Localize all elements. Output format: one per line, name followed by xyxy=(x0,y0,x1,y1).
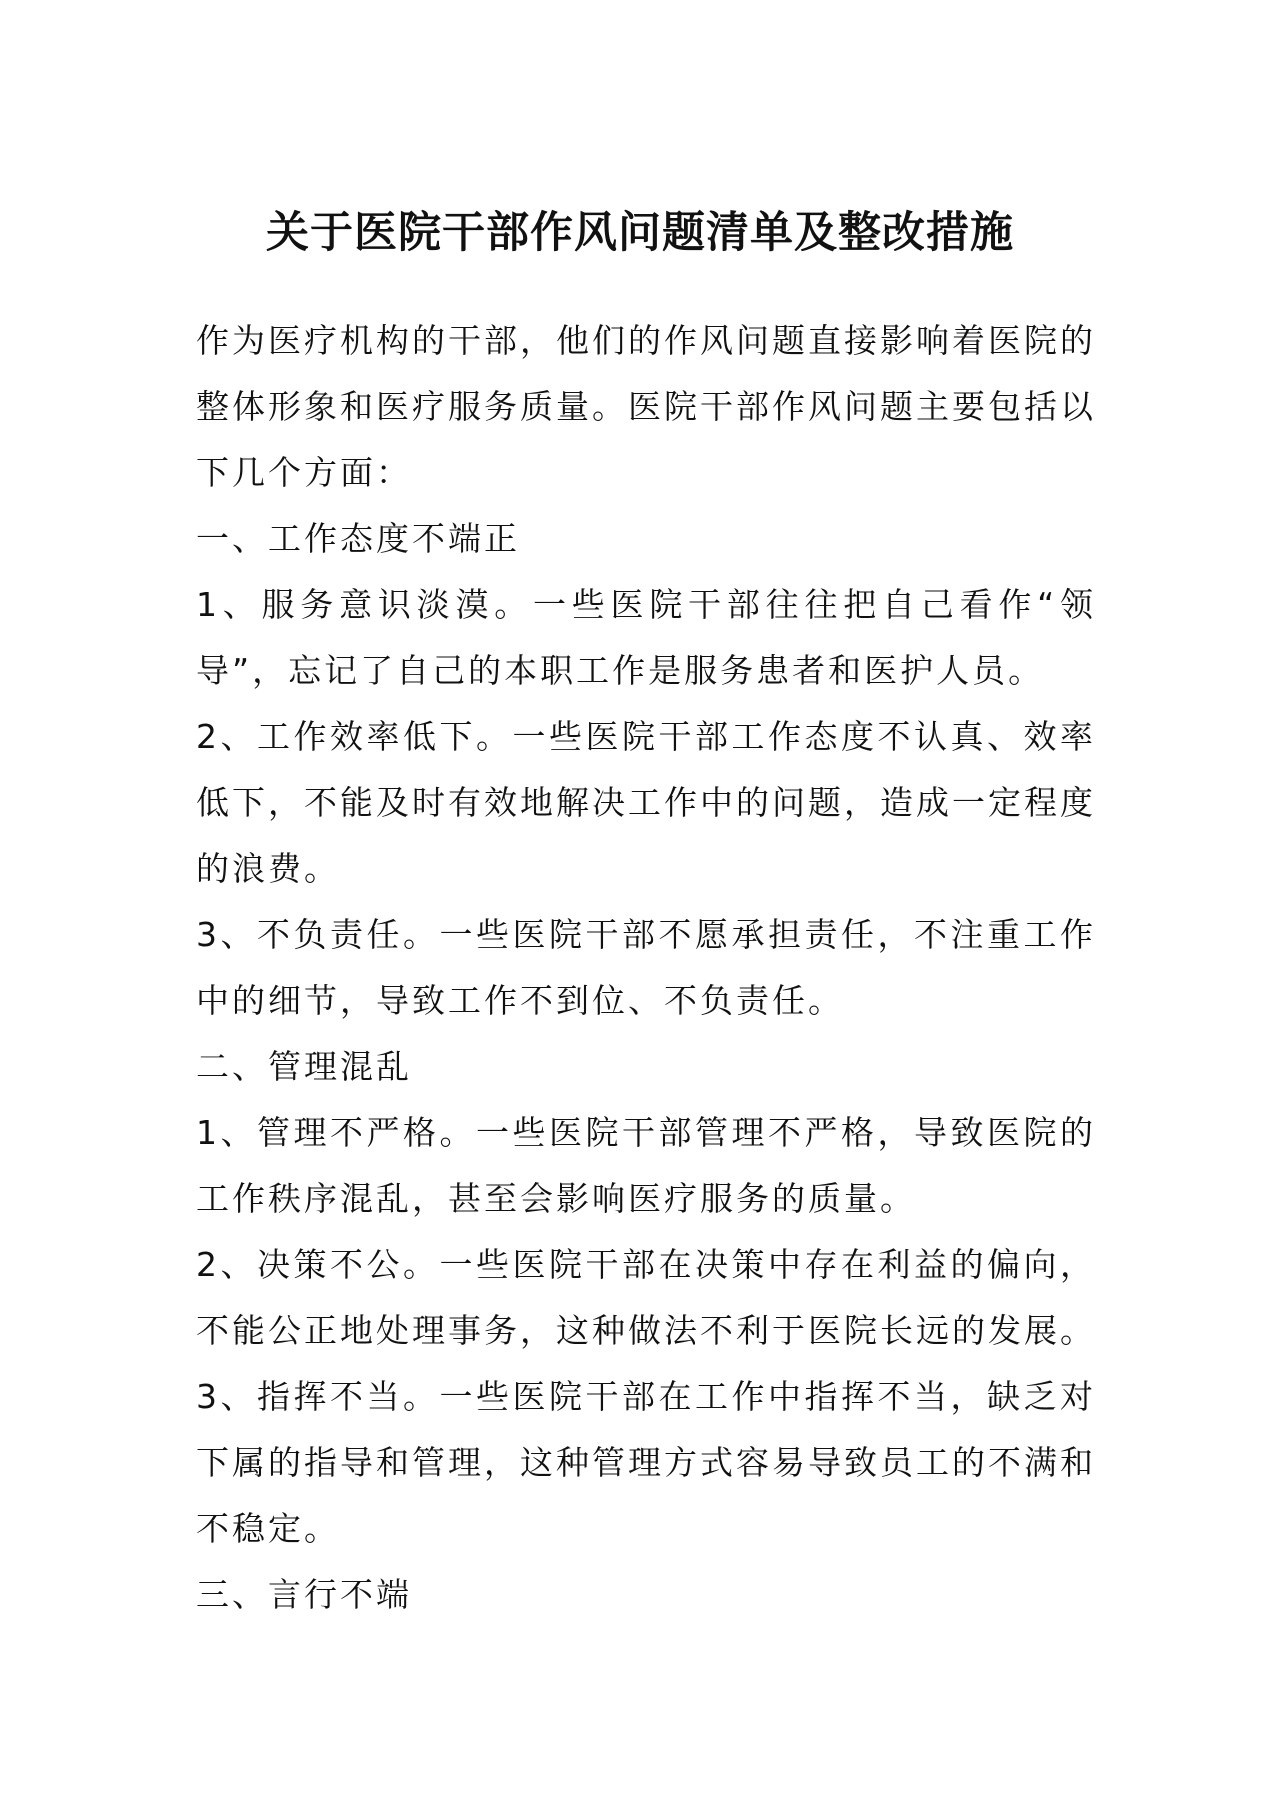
section-heading-3: 三、言行不端 xyxy=(196,1575,412,1614)
section-2-item-2: 2、决策不公。一些医院干部在决策中存在利益的偏向，不能公正地处理事务，这种做法不利于医院长远的发展。 xyxy=(196,1245,1096,1350)
section-2-item-1: 1、管理不严格。一些医院干部管理不严格，导致医院的工作秩序混乱，甚至会影响医疗服务的质量。 xyxy=(196,1113,1096,1218)
section-1-item-3: 3、不负责任。一些医院干部不愿承担责任，不注重工作中的细节，导致工作不到位、不负责任。 xyxy=(196,915,1096,1020)
document-title: 关于医院干部作风问题清单及整改措施 xyxy=(266,208,1014,258)
section-heading-1: 一、工作态度不端正 xyxy=(196,519,520,558)
section-1-item-2: 2、工作效率低下。一些医院干部工作态度不认真、效率低下，不能及时有效地解决工作中的问题，造成一定程度的浪费。 xyxy=(196,717,1096,888)
section-1-item-1: 1、服务意识淡漠。一些医院干部往往把自己看作“领导”，忘记了自己的本职工作是服务患者和医护人员。 xyxy=(196,585,1096,690)
section-2-item-3: 3、指挥不当。一些医院干部在工作中指挥不当，缺乏对下属的指导和管理，这种管理方式容易导致员工的不满和不稳定。 xyxy=(196,1377,1096,1548)
section-heading-2: 二、管理混乱 xyxy=(196,1047,412,1086)
document-body xyxy=(196,308,1096,1628)
intro-paragraph: 作为医疗机构的干部，他们的作风问题直接影响着医院的整体形象和医疗服务质量。医院干部作风问题主要包括以下几个方面： xyxy=(196,321,1096,492)
